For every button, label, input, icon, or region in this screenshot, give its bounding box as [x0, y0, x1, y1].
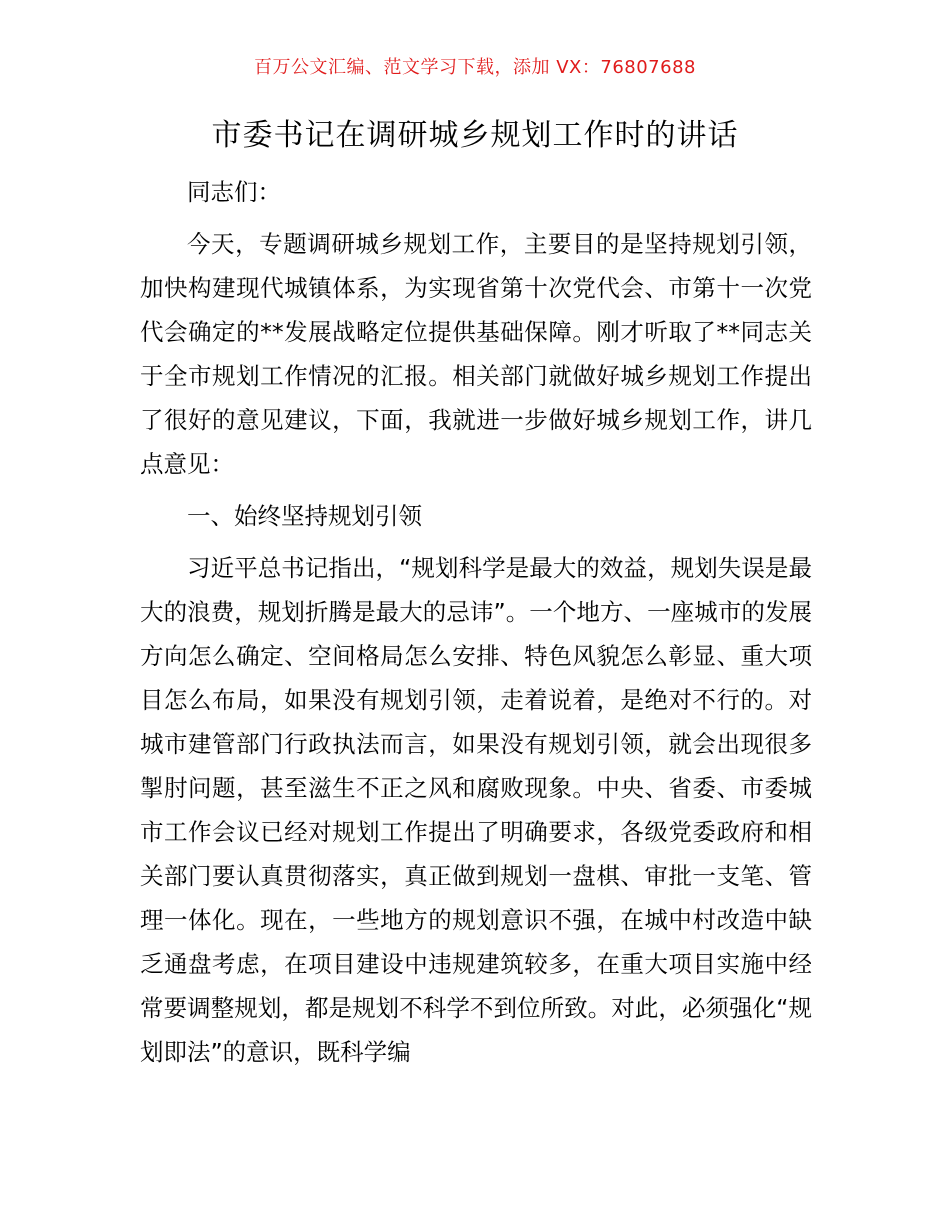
header-note: 百万公文汇编、范文学习下载，添加 VX：76807688	[254, 57, 696, 78]
page-title: 市委书记在调研城乡规划工作时的讲话	[211, 118, 739, 153]
paragraph-1: 今天，专题调研城乡规划工作，主要目的是坚持规划引领，加快构建现代城镇体系，为实现省第十次党代会、市第十一次党代会确定的**发展战略定位提供基础保障。刚才听取了**同志关于全市规划工作情况的汇报。相关部门就做好城乡规划工作提出了很好的意见建议，下面，我就进一步做好城乡规划工作，讲几点意见：	[140, 230, 812, 478]
document-body	[140, 170, 812, 1082]
section-heading-1: 一、始终坚持规划引领	[187, 502, 422, 530]
salutation: 同志们：	[187, 178, 281, 206]
paragraph-2: 习近平总书记指出，“规划科学是最大的效益，规划失误是最大的浪费，规划折腾是最大的忌讳”。一个地方、一座城市的发展方向怎么确定、空间格局怎么安排、特色风貌怎么彰显、重大项目怎么布局，如果没有规划引领，走着说着，是绝对不行的。对城市建管部门行政执法而言，如果没有规划引领，就会出现很多掣肘问题，甚至滋生不正之风和腐败现象。中央、省委、市委城市工作会议已经对规划工作提出了明确要求，各级党委政府和相关部门要认真贯彻落实，真正做到规划一盘棋、审批一支笔、管理一体化。现在，一些地方的规划意识不强，在城中村改造中缺乏通盘考虑，在项目建设中违规建筑较多，在重大项目实施中经常要调整规划，都是规划不科学不到位所致。对此，必须强化“规划即法”的意识，既科学编	[140, 554, 812, 1066]
